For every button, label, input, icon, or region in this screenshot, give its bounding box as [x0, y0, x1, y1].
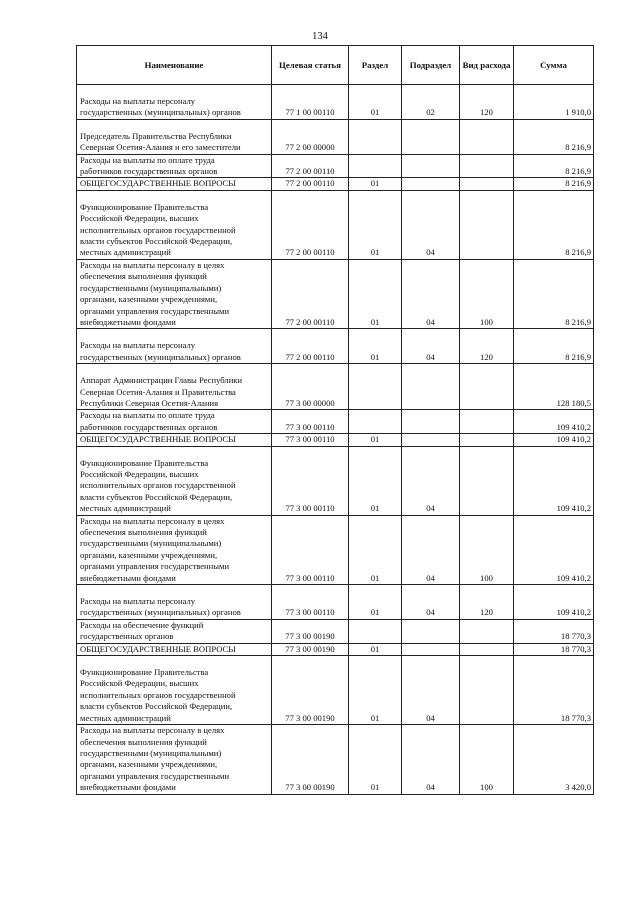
row-expense-type [460, 190, 514, 259]
row-name [77, 154, 272, 178]
row-subsection: 04 [402, 190, 460, 259]
table-row [77, 364, 594, 410]
row-target: 77 3 00 00110 [272, 515, 349, 584]
row-sum: 8 216,9 [514, 190, 594, 259]
row-sum: 109 410,2 [514, 410, 594, 434]
row-spacer [80, 656, 269, 667]
header-target: Целевая статья [272, 46, 349, 85]
row-name-line: ОБЩЕГОСУДАРСТВЕННЫЕ ВОПРОСЫ [80, 643, 236, 654]
row-name-line: Российской Федерации, высших [80, 678, 199, 689]
row-subsection [402, 410, 460, 434]
header-section: Раздел [349, 46, 402, 85]
row-target: 77 3 00 00190 [272, 656, 349, 725]
row-section: 01 [349, 434, 402, 446]
row-sum: 8 216,9 [514, 154, 594, 178]
row-name [77, 656, 272, 725]
row-name-line: исполнительных органов государственной [80, 689, 236, 700]
row-name-line: Расходы на выплаты персоналу в целях [80, 515, 225, 526]
table-row [77, 656, 594, 725]
row-name-line: Расходы на выплаты персоналу в целях [80, 259, 225, 270]
row-name-line: Российской Федерации, высших [80, 468, 199, 479]
row-sum: 1 910,0 [514, 85, 594, 120]
row-name-line: местных администраций [80, 247, 171, 258]
row-expense-type [460, 410, 514, 434]
row-name-line: государственными (муниципальными) [80, 538, 222, 549]
row-name-line: Расходы на выплаты персоналу [80, 596, 196, 607]
row-name-line: исполнительных органов государственной [80, 224, 236, 235]
row-sum: 18 770,3 [514, 619, 594, 643]
row-name-line: Расходы на выплаты персоналу [80, 340, 196, 351]
row-sum: 109 410,2 [514, 585, 594, 620]
row-name-line: местных администраций [80, 503, 171, 514]
row-subsection: 02 [402, 85, 460, 120]
row-name [77, 329, 272, 364]
table-row [77, 585, 594, 620]
row-subsection [402, 619, 460, 643]
row-target: 77 2 00 00110 [272, 259, 349, 328]
row-target: 77 3 00 00190 [272, 619, 349, 643]
row-name-line: Северная Осетия-Алания и Правительства [80, 386, 236, 397]
row-sum: 3 420,0 [514, 725, 594, 794]
row-target: 77 2 00 00110 [272, 329, 349, 364]
row-section [349, 364, 402, 410]
row-target: 77 1 00 00110 [272, 85, 349, 120]
row-target: 77 2 00 00110 [272, 190, 349, 259]
row-name [77, 515, 272, 584]
row-name [77, 259, 272, 328]
row-sum: 8 216,9 [514, 329, 594, 364]
row-name-line: Северная Осетия-Алания и его заместители [80, 142, 241, 153]
row-sum: 8 216,9 [514, 259, 594, 328]
row-section: 01 [349, 585, 402, 620]
row-name-line: Аппарат Администрации Главы Республики [80, 375, 243, 386]
row-target: 77 3 00 00110 [272, 585, 349, 620]
row-name-line: Расходы на выплаты по оплате труда [80, 410, 215, 421]
row-name [77, 178, 272, 190]
row-section: 01 [349, 643, 402, 655]
row-section [349, 154, 402, 178]
row-expense-type [460, 434, 514, 446]
row-sum: 18 770,3 [514, 656, 594, 725]
row-sum: 8 216,9 [514, 178, 594, 190]
table-row [77, 643, 594, 655]
row-section: 01 [349, 446, 402, 515]
row-target: 77 2 00 00000 [272, 119, 349, 154]
row-subsection [402, 364, 460, 410]
row-subsection [402, 643, 460, 655]
table-row [77, 85, 594, 120]
row-section: 01 [349, 329, 402, 364]
row-spacer [80, 191, 269, 202]
budget-table [76, 45, 594, 795]
row-name-line: государственных (муниципальных) органов [80, 351, 241, 362]
row-expense-type: 120 [460, 329, 514, 364]
row-sum: 8 216,9 [514, 119, 594, 154]
row-spacer [80, 364, 269, 375]
row-expense-type: 120 [460, 85, 514, 120]
row-subsection [402, 178, 460, 190]
table-row [77, 329, 594, 364]
row-name-line: Функционирование Правительства [80, 667, 209, 678]
table-row [77, 725, 594, 794]
row-section: 01 [349, 656, 402, 725]
row-spacer [80, 329, 269, 340]
row-name-line: ОБЩЕГОСУДАРСТВЕННЫЕ ВОПРОСЫ [80, 178, 236, 189]
row-name-line: государственных (муниципальных) органов [80, 607, 241, 618]
row-subsection [402, 434, 460, 446]
row-name [77, 725, 272, 794]
row-expense-type: 100 [460, 259, 514, 328]
row-name-line: внебюджетными фондами [80, 782, 176, 793]
row-target: 77 3 00 00110 [272, 410, 349, 434]
table-row [77, 259, 594, 328]
table-row [77, 515, 594, 584]
row-subsection: 04 [402, 656, 460, 725]
row-name-line: органами, казенными учреждениями, [80, 549, 218, 560]
row-name-line: власти субъектов Российской Федерации, [80, 236, 233, 247]
row-name [77, 364, 272, 410]
row-subsection [402, 154, 460, 178]
row-name [77, 643, 272, 655]
row-subsection: 04 [402, 515, 460, 584]
row-subsection [402, 119, 460, 154]
row-spacer [80, 447, 269, 458]
row-name-line: местных администраций [80, 712, 171, 723]
row-name-line: органами, казенными учреждениями, [80, 294, 218, 305]
row-name-line: обеспечения выполнения функций [80, 527, 207, 537]
row-section: 01 [349, 85, 402, 120]
row-name-line: Расходы на выплаты по оплате труда [80, 154, 215, 165]
row-target: 77 3 00 00190 [272, 643, 349, 655]
row-name-line: исполнительных органов государственной [80, 480, 236, 491]
row-name-line: власти субъектов Российской Федерации, [80, 701, 233, 712]
row-section: 01 [349, 515, 402, 584]
row-target: 77 3 00 00000 [272, 364, 349, 410]
table-row [77, 178, 594, 190]
row-target: 77 2 00 00110 [272, 154, 349, 178]
row-expense-type [460, 656, 514, 725]
row-subsection: 04 [402, 329, 460, 364]
row-target: 77 3 00 00190 [272, 725, 349, 794]
row-name-line: государственными (муниципальными) [80, 282, 222, 293]
table-row [77, 619, 594, 643]
row-expense-type: 120 [460, 585, 514, 620]
header-sum: Сумма [514, 46, 594, 85]
row-expense-type: 100 [460, 725, 514, 794]
header-subsection: Подраздел [402, 46, 460, 85]
row-section: 01 [349, 190, 402, 259]
row-expense-type [460, 154, 514, 178]
table-row [77, 446, 594, 515]
row-name [77, 619, 272, 643]
row-subsection: 04 [402, 585, 460, 620]
row-name [77, 446, 272, 515]
row-name [77, 119, 272, 154]
row-target: 77 3 00 00110 [272, 446, 349, 515]
row-name-line: власти субъектов Российской Федерации, [80, 491, 233, 502]
table-row [77, 190, 594, 259]
row-expense-type [460, 178, 514, 190]
row-target: 77 2 00 00110 [272, 178, 349, 190]
row-subsection: 04 [402, 259, 460, 328]
row-name-line: Функционирование Правительства [80, 457, 209, 468]
row-name [77, 190, 272, 259]
row-expense-type [460, 364, 514, 410]
row-name-line: Расходы на выплаты персоналу [80, 96, 196, 106]
row-name-line: обеспечения выполнения функций [80, 271, 207, 282]
row-spacer [80, 585, 269, 596]
table-row [77, 434, 594, 446]
row-section: 01 [349, 259, 402, 328]
row-sum: 109 410,2 [514, 434, 594, 446]
row-name-line: Расходы на обеспечение функций [80, 619, 204, 630]
row-expense-type: 100 [460, 515, 514, 584]
row-name-line: работников государственных органов [80, 421, 218, 432]
row-name-line: Российской Федерации, высших [80, 213, 199, 224]
header-expense-type: Вид расхода [460, 46, 514, 85]
row-name-line: Функционирование Правительства [80, 201, 209, 212]
row-name-line: Республики Северная Осетия-Алания [80, 397, 219, 408]
row-name-line: работников государственных органов [80, 166, 218, 177]
row-section: 01 [349, 178, 402, 190]
row-name-line: органами управления государственными [80, 770, 230, 781]
row-name-line: внебюджетными фондами [80, 572, 176, 583]
row-name-line: Расходы на выплаты персоналу в целях [80, 725, 225, 736]
table-row [77, 410, 594, 434]
row-name [77, 434, 272, 446]
row-expense-type [460, 446, 514, 515]
row-section [349, 119, 402, 154]
row-sum: 128 180,5 [514, 364, 594, 410]
row-section [349, 410, 402, 434]
row-name-line: государственных (муниципальных) органов [80, 107, 241, 118]
row-spacer [80, 120, 269, 131]
table-row [77, 119, 594, 154]
row-subsection: 04 [402, 725, 460, 794]
row-sum: 109 410,2 [514, 515, 594, 584]
row-name [77, 410, 272, 434]
row-name-line: государственных органов [80, 631, 174, 642]
row-name-line: органами управления государственными [80, 305, 230, 316]
row-name-line: Председатель Правительства Республики [80, 130, 232, 141]
row-sum: 109 410,2 [514, 446, 594, 515]
row-expense-type [460, 643, 514, 655]
row-sum: 18 770,3 [514, 643, 594, 655]
row-spacer [80, 85, 269, 96]
row-subsection: 04 [402, 446, 460, 515]
row-section: 01 [349, 725, 402, 794]
row-target: 77 3 00 00110 [272, 434, 349, 446]
row-name-line: органами управления государственными [80, 561, 230, 572]
row-name-line: обеспечения выполнения функций [80, 736, 207, 747]
row-name [77, 85, 272, 120]
row-section [349, 619, 402, 643]
table-row [77, 154, 594, 178]
row-name-line: государственными (муниципальными) [80, 747, 222, 758]
row-expense-type [460, 119, 514, 154]
row-name-line: внебюджетными фондами [80, 316, 176, 327]
page-number: 134 [312, 31, 328, 42]
header-row [77, 46, 594, 85]
row-name-line: органами, казенными учреждениями, [80, 759, 218, 770]
row-name [77, 585, 272, 620]
row-expense-type [460, 619, 514, 643]
row-name-line: ОБЩЕГОСУДАРСТВЕННЫЕ ВОПРОСЫ [80, 434, 236, 445]
header-name: Наименование [77, 46, 272, 85]
